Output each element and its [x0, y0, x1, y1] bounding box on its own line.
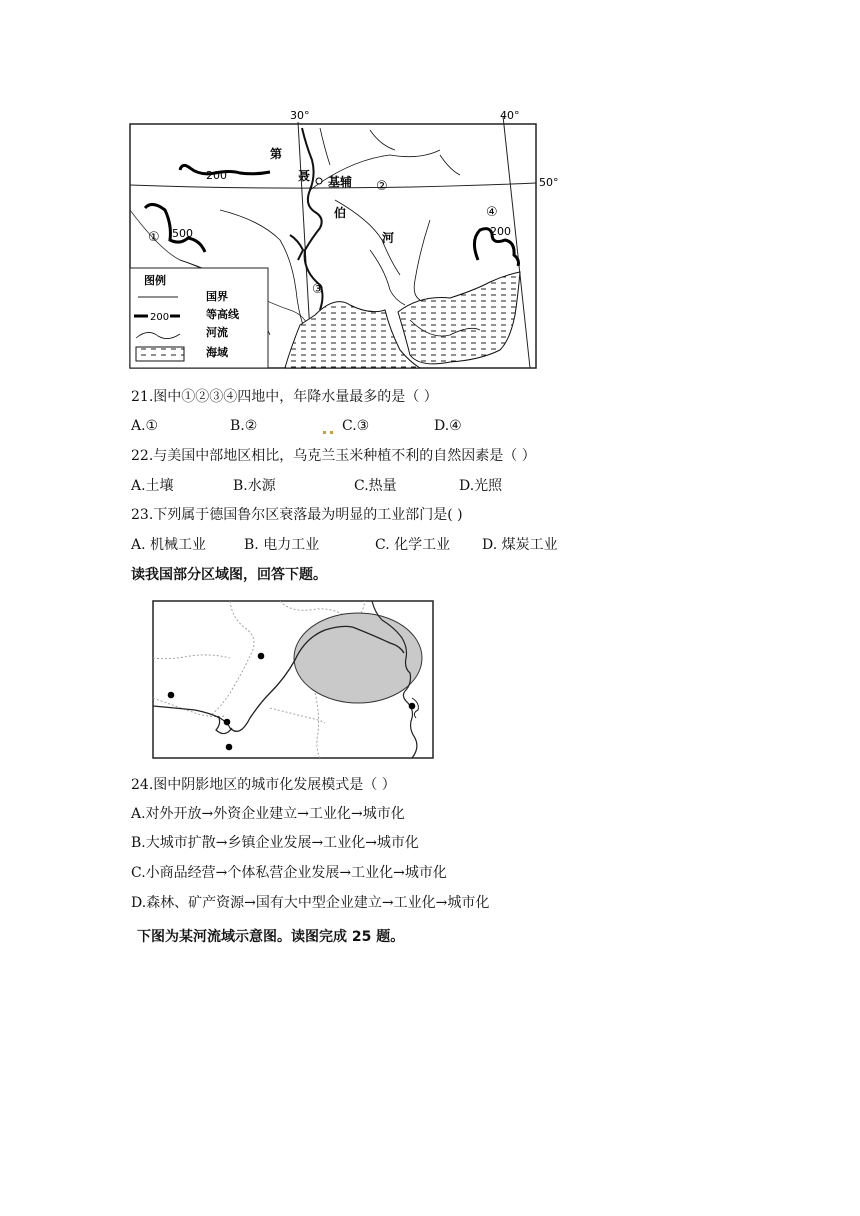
city-dot [226, 744, 233, 751]
q24-option-a: A.对外开放→外资企业建立→工业化→城市化 [131, 806, 405, 822]
city-label: 基辅 [328, 175, 353, 189]
city-dot [224, 719, 231, 726]
kiev-dot [316, 178, 322, 184]
legend-border: 国界 [206, 290, 228, 303]
legend-sea: 海域 [206, 346, 228, 359]
q23-option-b: B. 电力工业 [244, 537, 320, 553]
q22-stem: 22.与美国中部地区相比，乌克兰玉米种植不利的自然因素是（ ） [131, 448, 536, 464]
legend-sea-swatch [136, 347, 184, 361]
q24-option-d: D.森林、矿产资源→国有大中型企业建立→工业化→城市化 [131, 895, 490, 911]
legend-river: 河流 [206, 326, 228, 339]
q21-option-b: B.② [230, 418, 258, 434]
marker-3: ③ [312, 282, 324, 297]
q21-option-a: A.① [131, 418, 159, 434]
river-char-3: 伯 [334, 206, 347, 220]
marker-4: ④ [486, 205, 498, 220]
shaded-region [294, 613, 422, 703]
q22-option-d: D.光照 [459, 478, 503, 494]
legend-title: 图例 [144, 274, 166, 287]
city-dot [258, 653, 265, 660]
section-intro-region-map: 读我国部分区域图，回答下题。 [131, 567, 327, 583]
q23-option-d: D. 煤炭工业 [482, 537, 558, 553]
contour-label-500: 500 [172, 227, 193, 240]
q22-option-a: A.土壤 [131, 478, 174, 494]
q21-stem: 21.图中①②③④四地中，年降水量最多的是（ ） [131, 389, 438, 405]
q22-option-b: B.水源 [233, 478, 276, 494]
q22-option-c: C.热量 [354, 478, 397, 494]
q21-option-c: C.③ [342, 418, 370, 434]
label-40: 40° [500, 109, 520, 122]
marker-1: ① [148, 230, 160, 245]
q21-option-d: D.④ [434, 418, 462, 434]
q24-option-c: C.小商品经营→个体私营企业发展→工业化→城市化 [131, 865, 447, 881]
q23-option-a: A. 机械工业 [131, 537, 207, 553]
label-30: 30° [290, 109, 310, 122]
mark-dot [330, 431, 333, 434]
contour-label-200a: 200 [206, 169, 227, 182]
q24-stem: 24.图中阴影地区的城市化发展模式是（ ） [131, 777, 396, 793]
section-intro-river-basin: 下图为某河流域示意图。读图完成 25 题。 [137, 929, 405, 945]
marker-2: ② [376, 179, 388, 194]
city-dot [409, 703, 416, 710]
q23-stem: 23.下列属于德国鲁尔区衰落最为明显的工业部门是( ) [131, 507, 463, 523]
contour-label-200b: 200 [490, 225, 511, 238]
city-dot [168, 692, 175, 699]
ukraine-map [120, 100, 560, 375]
legend-contour: 等高线 [206, 308, 239, 321]
mark-dot [323, 431, 326, 434]
q23-option-c: C. 化学工业 [375, 537, 451, 553]
china-region-map [150, 598, 436, 762]
q24-option-b: B.大城市扩散→乡镇企业发展→工业化→城市化 [131, 835, 419, 851]
river-char-2: 聂 [298, 169, 311, 183]
label-50: 50° [539, 176, 559, 189]
river-char-4: 河 [382, 231, 395, 245]
river-char-1: 第 [270, 147, 283, 161]
legend-contour-value: 200 [150, 312, 170, 323]
